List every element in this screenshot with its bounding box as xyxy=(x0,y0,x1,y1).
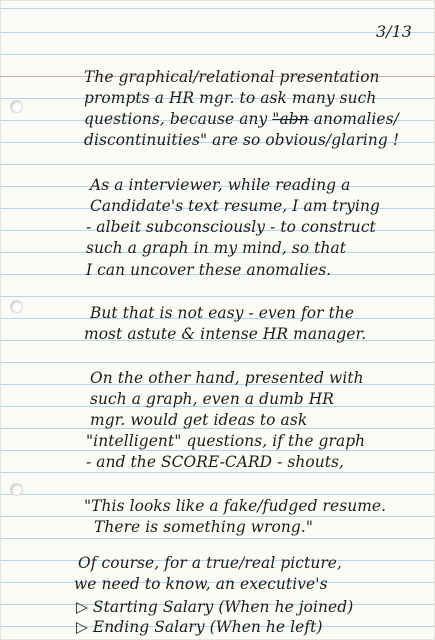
bullet-starting-salary: ▷ Starting Salary (When he joined) xyxy=(76,598,354,616)
struck-word: "abn xyxy=(272,110,309,128)
text-line-20: we need to know, an executive's xyxy=(74,575,328,593)
text-line-2: prompts a HR mgr. to ask many such xyxy=(84,89,377,107)
text-segment: anomalies/ xyxy=(313,110,399,128)
text-line-18: There is something wrong." xyxy=(94,518,314,536)
text-line-12: On the other hand, presented with xyxy=(90,369,364,387)
text-line-13: such a graph, even a dumb HR xyxy=(90,390,334,408)
text-line-16: - and the SCORE-CARD - shouts, xyxy=(86,453,345,471)
text-line-17: "This looks like a fake/fudged resume. xyxy=(84,497,387,515)
text-line-10: But that is not easy - even for the xyxy=(90,304,355,322)
page-number: 3/13 xyxy=(376,22,412,41)
text-line-15: "intelligent" questions, if the graph xyxy=(86,432,366,450)
text-line-14: mgr. would get ideas to ask xyxy=(90,411,308,429)
text-line-4: discontinuities" are so obvious/glaring ! xyxy=(84,131,400,149)
text-line-1: The graphical/relational presentation xyxy=(84,68,380,86)
binder-hole xyxy=(10,100,23,113)
binder-hole xyxy=(10,300,23,313)
text-line-3 xyxy=(84,112,399,127)
text-line-6: Candidate's text resume, I am trying xyxy=(90,197,380,215)
text-line-7: - albeit subconsciously - to construct xyxy=(86,218,376,236)
text-line-19: Of course, for a true/real picture, xyxy=(78,554,342,572)
text-line-5: As a interviewer, while reading a xyxy=(90,176,351,194)
text-line-9: I can uncover these anomalies. xyxy=(86,261,332,279)
text-line-8: such a graph in my mind, so that xyxy=(86,239,347,257)
bullet-ending-salary: ▷ Ending Salary (When he left) xyxy=(76,618,323,636)
text-segment: questions, because any xyxy=(84,110,268,128)
text-line-11: most astute & intense HR manager. xyxy=(84,325,367,343)
binder-hole xyxy=(10,483,23,496)
